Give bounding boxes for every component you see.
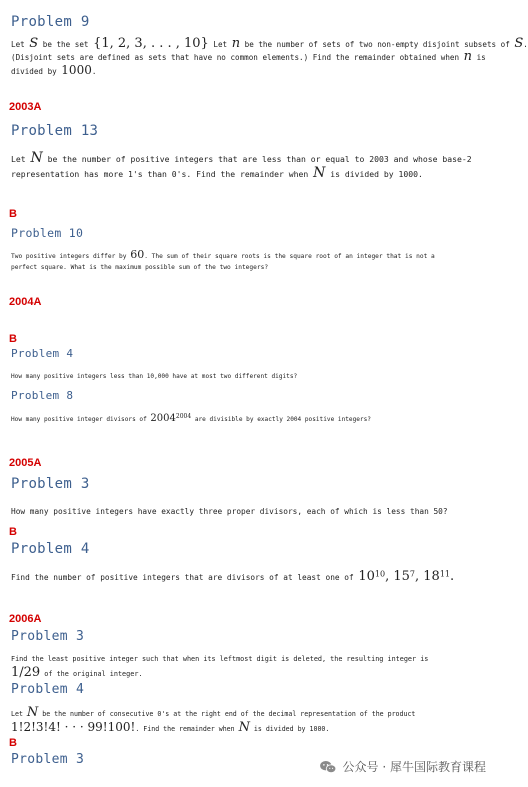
problem-text: How many positive integer divisors of 20042004 are divisible by exactly 2004 positive integers?: [11, 412, 371, 424]
problem-text: Let S be the set {1, 2, 3, . . . , 10} Let n be the number of sets of two non-empty disjoint subsets of S. (Disjoint sets are defined as sets that have no common elements.) Find the remainder obtained when n is divided by 1000.: [11, 36, 528, 77]
problem-heading: Problem 4: [11, 347, 74, 360]
watermark: [319, 758, 486, 775]
problem-text: How many positive integers less than 10,000 have at most two different digits?: [11, 373, 298, 380]
problem-heading: Problem 4: [11, 541, 90, 557]
problem-heading: Problem 10: [11, 226, 84, 240]
problem-text: Find the least positive integer such that when its leftmost digit is deleted, the resulting integer is 1/29 of the original integer.: [11, 655, 429, 680]
section-tag: B: [9, 333, 17, 345]
problem-text: Let N be the number of consecutive 0's at the right end of the decimal representation of the product 1!2!3!4! · · · 99!100!. Find the remainder when N is divided by 1000.: [11, 705, 416, 735]
problem-heading: Problem 9: [11, 14, 90, 30]
section-tag: B: [9, 208, 17, 220]
section-tag: 2005A: [9, 457, 42, 469]
section-tag: 2006A: [9, 613, 42, 625]
problem-heading: Problem 8: [11, 389, 74, 402]
problem-heading: Problem 13: [11, 123, 99, 139]
problem-text: How many positive integers have exactly three proper divisors, each of which is less than 50?: [11, 507, 448, 516]
section-tag: B: [9, 737, 17, 749]
wechat-icon: [319, 760, 337, 774]
problem-heading: Problem 3: [11, 752, 85, 767]
problem-heading: Problem 4: [11, 682, 85, 697]
problem-text: Let N be the number of positive integers that are less than or equal to 2003 and whose base-2 representation has more 1's than 0's. Find the remainder when N is divided by 1000.: [11, 150, 472, 181]
problem-text: Two positive integers differ by 60. The sum of their square roots is the square root of an integer that is not a perfect square. What is the maximum possible sum of the two integers?: [11, 248, 435, 271]
problem-text: Find the number of positive integers that are divisors of at least one of 1010, 157, 1811.: [11, 569, 455, 584]
section-tag: 2004A: [9, 296, 42, 308]
problem-heading: Problem 3: [11, 476, 90, 492]
watermark-text: 公众号 · 犀牛国际教育课程: [342, 760, 486, 774]
problem-heading: Problem 3: [11, 629, 85, 644]
section-tag: B: [9, 526, 17, 538]
section-tag: 2003A: [9, 101, 42, 113]
